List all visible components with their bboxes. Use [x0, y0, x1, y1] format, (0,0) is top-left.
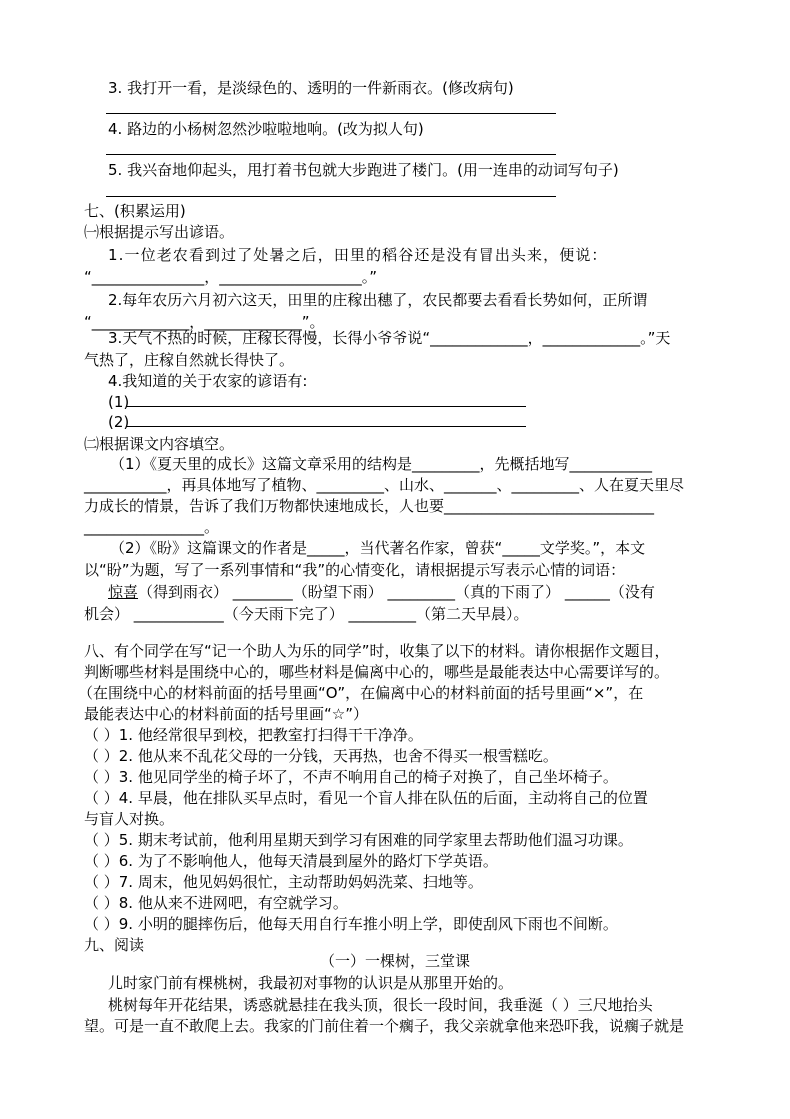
fill-1-line-3: 力成长的情景，告诉了我们万物都快速地成长，人也要____________________________ — [84, 497, 655, 515]
fill-2-line-4: 机会） ____________（今天雨下完了） _________（第二天早晨）。 — [84, 605, 529, 623]
answer-line[interactable] — [126, 406, 526, 407]
mood-blanks: （得到雨衣） ________（盼望下雨） _________（真的下雨了） ______（没有 — [138, 583, 655, 601]
material-item-4-cont: 与盲人对换。 — [84, 810, 175, 828]
fill-2-line-2: 以“盼”为题，写了一系列事情和“我”的心情变化，请根据提示写表示心情的词语： — [84, 561, 626, 579]
material-item-1[interactable]: （ ）1. 他经常很早到校，把教室打扫得干干净净。 — [84, 726, 423, 744]
fill-1-line-2: ___________，再具体地写了植物、_________、山水、_______、_________、人在夏天里尽 — [84, 476, 685, 494]
material-item-8[interactable]: （ ）8. 他从来不进网吧，有空就学习。 — [84, 894, 348, 912]
passage-paragraph-1: 儿时家门前有棵桃树，我最初对事物的认识是从那里开始的。 — [108, 974, 514, 992]
answer-line[interactable] — [106, 154, 556, 155]
question-6-5: 5. 我兴奋地仰起头，甩打着书包就大步跑进了楼门。(用一连串的动词写句子) — [108, 161, 619, 179]
material-item-2[interactable]: （ ）2. 他从来不乱花父母的一分钱，天再热，也舍不得买一根雪糕吃。 — [84, 747, 558, 765]
passage-paragraph-2-cont: 望。可是一直不敢爬上去。我家的门前住着一个瘸子，我父亲就拿他来恐吓我，说瘸子就是 — [84, 1017, 685, 1035]
question-7-4-2: (2) — [108, 413, 130, 431]
fill-1-line-1: （1）《夏天里的成长》这篇文章采用的结构是_________，先概括地写___________ — [110, 455, 653, 473]
section-7-part1-title: ㈠根据提示写出谚语。 — [84, 223, 235, 241]
section-9-title: 九、阅读 — [84, 936, 145, 954]
fill-2-line-1: （2）《盼》这篇课文的作者是_____，当代著名作家，曾获“_____文学奖。”，本文 — [110, 539, 646, 557]
question-7-1-blank: “_______________，___________________。” — [84, 268, 378, 286]
section-7-title: 七、(积累运用) — [84, 202, 186, 220]
question-7-3-text: 3.天气不热的时候，庄稼长得慢，长得小爷爷说“_____________，_____________。”天 — [108, 329, 671, 347]
section-7-part2-title: ㈡根据课文内容填空。 — [84, 435, 235, 453]
section-8-intro-2: 判断哪些材料是围绕中心的，哪些材料是偏离中心的，哪些是最能表达中心需要详写的。 — [84, 663, 670, 681]
fill-1-line-4: ________________。 — [84, 518, 220, 536]
question-6-4: 4. 路边的小杨树忽然沙啦啦地响。(改为拟人句) — [108, 120, 424, 138]
section-8-intro-4: 最能表达中心的材料前面的括号里画“☆”） — [84, 705, 368, 723]
question-7-1-text: 1.一位老农看到过了处暑之后，田里的稻谷还是没有冒出头来，便说： — [108, 246, 608, 264]
material-item-3[interactable]: （ ）3. 他见同学坐的椅子坏了，不声不响用自己的椅子对换了，自己坐坏椅子。 — [84, 768, 618, 786]
question-7-2-blank: “_____________，_____________”。 — [84, 313, 325, 331]
passage-paragraph-2: 桃树每年开花结果，诱惑就悬挂在我头顶，很长一段时间，我垂涎（ ）三尺地抬头 — [108, 996, 653, 1014]
material-item-6[interactable]: （ ）6. 为了不影响他人，他每天清晨到屋外的路灯下学英语。 — [84, 852, 498, 870]
example-answer: 惊喜 — [108, 583, 139, 601]
question-6-3: 3. 我打开一看，是淡绿色的、透明的一件新雨衣。(修改病句) — [108, 79, 514, 97]
fill-2-line-3 — [108, 581, 655, 603]
material-item-9[interactable]: （ ）9. 小明的腿摔伤后，他每天用自行车推小明上学，即使刮风下雨也不间断。 — [84, 915, 618, 933]
question-7-4-1: (1) — [108, 393, 130, 411]
question-7-3-cont: 气热了，庄稼自然就长得快了。 — [84, 351, 295, 369]
question-7-2-text: 2.每年农历六月初六这天，田里的庄稼出穗了，农民都要去看看长势如何，正所谓 — [108, 291, 648, 309]
material-item-7[interactable]: （ ）7. 周末，他见妈妈很忙，主动帮助妈妈洗菜、扫地等。 — [84, 873, 483, 891]
answer-line[interactable] — [126, 426, 526, 427]
question-7-4: 4.我知道的关于农家的谚语有: — [108, 372, 308, 390]
section-8-intro-1: 八、有个同学在写“记一个助人为乐的同学”时，收集了以下的材料。请你根据作文题目， — [84, 642, 670, 660]
answer-line[interactable] — [106, 113, 556, 114]
answer-line[interactable] — [106, 196, 556, 197]
material-item-5[interactable]: （ ）5. 期末考试前，他利用星期天到学习有困难的同学家里去帮助他们温习功课。 — [84, 831, 633, 849]
passage-title: （一）一棵树，三堂课 — [319, 952, 470, 970]
material-item-4[interactable]: （ ）4. 早晨，他在排队买早点时，看见一个盲人排在队伍的后面，主动将自己的位置 — [84, 789, 648, 807]
section-8-intro-3: （在围绕中心的材料前面的括号里画“O”，在偏离中心的材料前面的括号里画“×”，在 — [78, 684, 644, 702]
